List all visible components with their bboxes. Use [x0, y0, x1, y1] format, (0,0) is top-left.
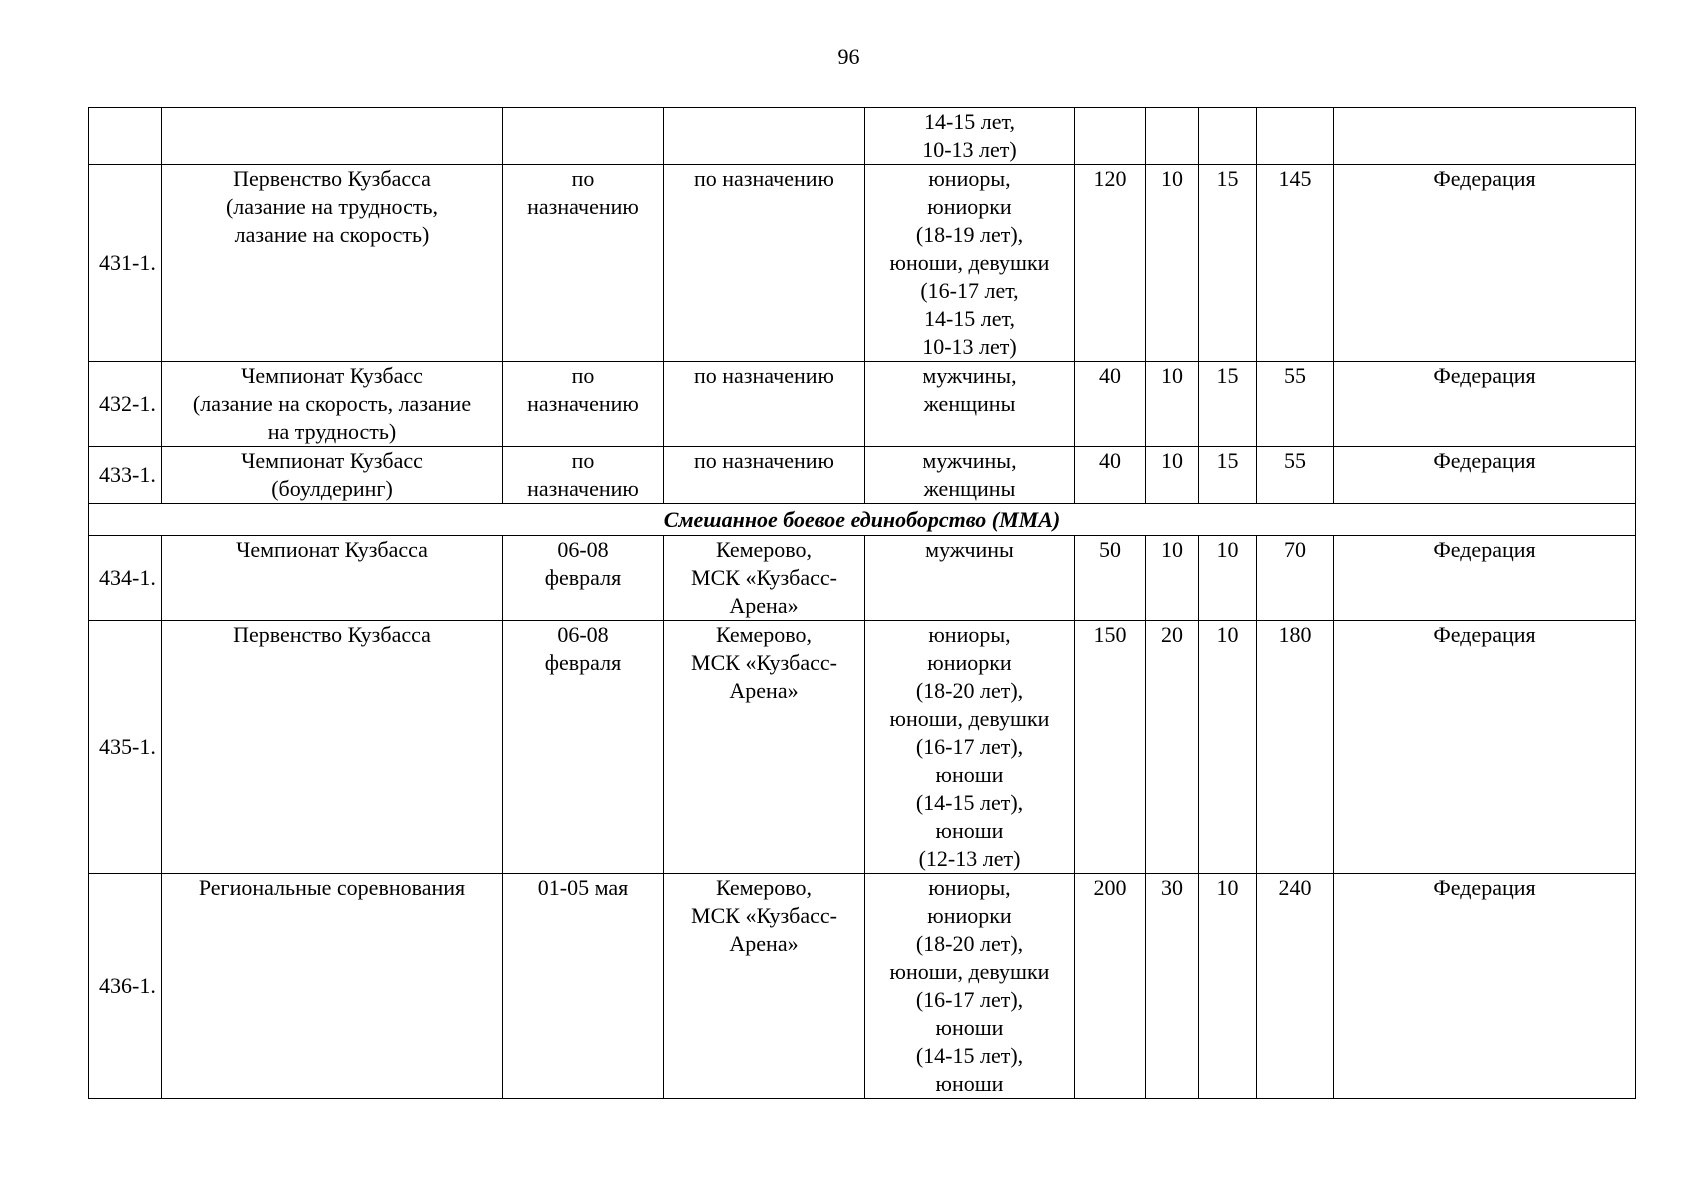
section-title: Смешанное боевое единоборство (ММА)	[89, 504, 1636, 536]
event-number: 436-1.	[89, 874, 162, 1099]
table-row	[89, 621, 1636, 874]
event-dates-line: по	[571, 363, 595, 388]
event-participants	[865, 536, 1075, 621]
event-number	[89, 108, 162, 165]
count-col-2: 10	[1146, 362, 1199, 447]
event-name	[162, 536, 503, 621]
event-participants-line: мужчины,	[922, 363, 1017, 388]
event-participants	[865, 447, 1075, 504]
event-participants-line: юниоры,	[928, 875, 1011, 900]
event-place-line: по назначению	[694, 448, 834, 473]
event-organizer	[1334, 108, 1636, 165]
event-participants-line: юноши, девушки	[889, 706, 1050, 731]
event-dates	[503, 621, 664, 874]
event-organizer: Федерация	[1334, 165, 1636, 362]
count-col-3: 10	[1199, 621, 1257, 874]
event-place-line: Кемерово,	[715, 537, 813, 562]
event-organizer: Федерация	[1334, 621, 1636, 874]
table-row	[89, 874, 1636, 1099]
event-participants-line: (16-17 лет),	[915, 734, 1024, 759]
event-participants-line: (12-13 лет)	[918, 846, 1021, 871]
event-name-line: Первенство Кузбасса	[233, 166, 431, 191]
event-number: 432-1.	[89, 362, 162, 447]
event-dates	[503, 536, 664, 621]
event-place-line: по назначению	[694, 166, 834, 191]
count-total	[1257, 108, 1334, 165]
event-participants-line: юниорки	[927, 194, 1012, 219]
table-row	[89, 447, 1636, 504]
event-place	[664, 362, 865, 447]
event-participants	[865, 874, 1075, 1099]
event-participants-line: (18-20 лет),	[915, 678, 1024, 703]
table-row	[89, 165, 1636, 362]
count-col-1: 120	[1075, 165, 1146, 362]
event-participants-line: юниорки	[927, 903, 1012, 928]
table-row	[89, 536, 1636, 621]
count-col-3: 10	[1199, 536, 1257, 621]
event-place-line: Кемерово,	[715, 875, 813, 900]
event-participants-line: мужчины	[925, 537, 1014, 562]
event-participants-line: 10-13 лет)	[922, 334, 1017, 359]
event-dates-line: 06-08	[557, 622, 609, 647]
event-name	[162, 447, 503, 504]
event-name-line: Чемпионат Кузбасса	[236, 537, 428, 562]
event-participants-line: (14-15 лет),	[915, 790, 1024, 815]
page-number: 96	[837, 44, 860, 69]
event-participants-line: юноши, девушки	[889, 959, 1050, 984]
event-participants-line: юноши	[935, 1071, 1004, 1096]
event-participants-line: (16-17 лет),	[915, 987, 1024, 1012]
event-name-line: (лазание на трудность,	[225, 194, 438, 219]
event-number: 435-1.	[89, 621, 162, 874]
count-col-2	[1146, 108, 1199, 165]
count-col-2: 10	[1146, 165, 1199, 362]
event-place	[664, 447, 865, 504]
table-row	[89, 362, 1636, 447]
event-participants-line: мужчины,	[922, 448, 1017, 473]
event-dates-line: по	[571, 448, 595, 473]
count-col-2: 20	[1146, 621, 1199, 874]
event-place	[664, 165, 865, 362]
event-place	[664, 536, 865, 621]
event-name	[162, 108, 503, 165]
event-place-line: МСК «Кузбасс-	[691, 565, 837, 590]
table-row	[89, 108, 1636, 165]
event-dates	[503, 362, 664, 447]
event-dates-line: февраля	[544, 565, 622, 590]
event-dates-line: назначению	[527, 391, 639, 416]
count-col-3: 15	[1199, 362, 1257, 447]
event-participants-line: юноши	[935, 762, 1004, 787]
count-col-1: 50	[1075, 536, 1146, 621]
count-total: 240	[1257, 874, 1334, 1099]
event-place-line: по назначению	[694, 363, 834, 388]
event-name-line: Региональные соревнования	[198, 875, 466, 900]
count-col-3: 15	[1199, 165, 1257, 362]
event-name-line: (лазание на скорость, лазание	[192, 391, 472, 416]
event-dates	[503, 874, 664, 1099]
event-participants-line: 14-15 лет,	[923, 109, 1016, 134]
event-dates-line: назначению	[527, 476, 639, 501]
event-name	[162, 165, 503, 362]
event-participants-line: юниоры,	[928, 166, 1011, 191]
count-col-1: 200	[1075, 874, 1146, 1099]
event-participants-line: юноши	[935, 818, 1004, 843]
event-participants-line: (16-17 лет,	[920, 278, 1019, 303]
event-participants-line: юноши	[935, 1015, 1004, 1040]
count-total: 180	[1257, 621, 1334, 874]
event-organizer: Федерация	[1334, 536, 1636, 621]
event-participants	[865, 165, 1075, 362]
event-name-line: лазание на скорость)	[234, 222, 430, 247]
event-place-line: МСК «Кузбасс-	[691, 903, 837, 928]
event-participants-line: юниоры,	[928, 622, 1011, 647]
event-organizer: Федерация	[1334, 362, 1636, 447]
count-col-3: 15	[1199, 447, 1257, 504]
event-number: 434-1.	[89, 536, 162, 621]
count-col-2: 10	[1146, 447, 1199, 504]
count-col-2: 30	[1146, 874, 1199, 1099]
event-number: 431-1.	[89, 165, 162, 362]
event-name-line: Чемпионат Кузбасс	[241, 448, 423, 473]
event-name-line: Первенство Кузбасса	[233, 622, 431, 647]
event-dates	[503, 165, 664, 362]
event-participants-line: 14-15 лет,	[923, 306, 1016, 331]
count-col-1	[1075, 108, 1146, 165]
count-col-1: 150	[1075, 621, 1146, 874]
count-col-3	[1199, 108, 1257, 165]
event-place	[664, 108, 865, 165]
event-place	[664, 621, 865, 874]
event-organizer: Федерация	[1334, 447, 1636, 504]
event-name	[162, 362, 503, 447]
event-participants-line: юноши, девушки	[889, 250, 1050, 275]
count-total: 55	[1257, 362, 1334, 447]
count-total: 55	[1257, 447, 1334, 504]
event-participants-line: (18-19 лет),	[915, 222, 1024, 247]
event-participants-line: женщины	[923, 476, 1016, 501]
events-table	[88, 107, 1636, 1099]
event-dates-line: назначению	[527, 194, 639, 219]
event-place-line: Арена»	[729, 593, 799, 618]
event-number: 433-1.	[89, 447, 162, 504]
count-total: 145	[1257, 165, 1334, 362]
event-name	[162, 621, 503, 874]
event-dates-line: 01-05 мая	[537, 875, 629, 900]
event-dates	[503, 108, 664, 165]
event-name	[162, 874, 503, 1099]
event-name-line: на трудность)	[267, 419, 397, 444]
event-participants	[865, 362, 1075, 447]
event-participants-line: юниорки	[927, 650, 1012, 675]
event-place-line: Кемерово,	[715, 622, 813, 647]
count-total: 70	[1257, 536, 1334, 621]
event-place-line: Арена»	[729, 678, 799, 703]
count-col-1: 40	[1075, 362, 1146, 447]
event-participants-line: (14-15 лет),	[915, 1043, 1024, 1068]
count-col-2: 10	[1146, 536, 1199, 621]
event-name-line: (боулдеринг)	[271, 476, 393, 501]
event-participants-line: (18-20 лет),	[915, 931, 1024, 956]
event-participants-line: женщины	[923, 391, 1016, 416]
event-dates-line: 06-08	[557, 537, 609, 562]
section-row	[89, 504, 1636, 536]
event-organizer: Федерация	[1334, 874, 1636, 1099]
count-col-1: 40	[1075, 447, 1146, 504]
count-col-3: 10	[1199, 874, 1257, 1099]
event-participants-line: 10-13 лет)	[922, 137, 1017, 162]
event-place	[664, 874, 865, 1099]
event-participants	[865, 108, 1075, 165]
event-dates-line: по	[571, 166, 595, 191]
event-place-line: МСК «Кузбасс-	[691, 650, 837, 675]
event-dates	[503, 447, 664, 504]
event-participants	[865, 621, 1075, 874]
event-name-line: Чемпионат Кузбасс	[241, 363, 423, 388]
event-dates-line: февраля	[544, 650, 622, 675]
event-place-line: Арена»	[729, 931, 799, 956]
